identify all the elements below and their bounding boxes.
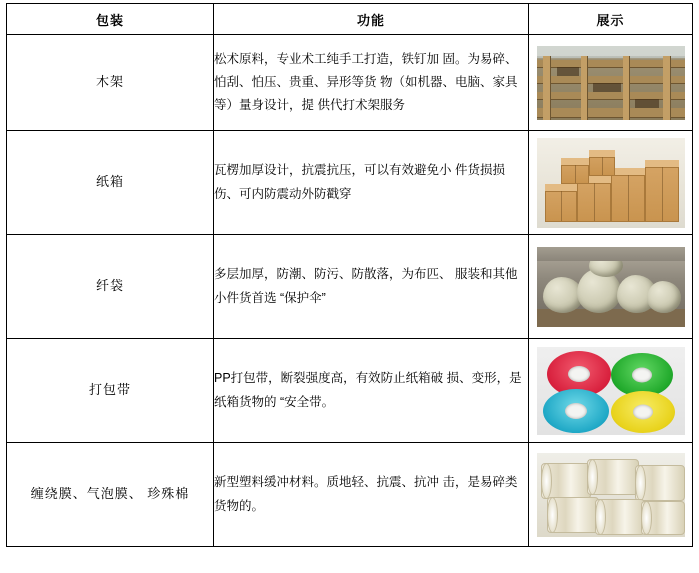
cell-display-image [529, 443, 693, 547]
cell-function-text: 新型塑料缓冲材料。质地轻、抗震、抗冲 击，是易碎类货物的。 [214, 443, 529, 547]
cell-display-image [529, 235, 693, 339]
stretch-film-photo [537, 453, 685, 537]
cell-package-name: 木架 [7, 35, 214, 131]
table-body [7, 35, 693, 547]
column-header-display: 展示 [529, 4, 693, 35]
cell-package-name: 纤袋 [7, 235, 214, 339]
table-row [7, 235, 693, 339]
cell-display-image [529, 339, 693, 443]
cell-function-text: 松术原料，专业术工纯手工打造，铁钉加 固。为易碎、怕刮、怕压、贵重、异形等货 物（如机器、电脑、家具等）量身设计，提 供代打术架服务 [214, 35, 529, 131]
column-header-package: 包装 [7, 4, 214, 35]
cell-display-image [529, 35, 693, 131]
strapping-roll-photo [537, 347, 685, 435]
woven-bag-photo [537, 247, 685, 327]
cell-function-text: PP打包带，断裂强度高，有效防止纸箱破 损、变形，是纸箱货物的 “安全带。 [214, 339, 529, 443]
carton-box-photo [537, 138, 685, 228]
cell-function-text: 多层加厚，防潮、防污、防散落，为布匹、 服装和其他小件货首选 “保护伞” [214, 235, 529, 339]
table-row [7, 443, 693, 547]
cell-display-image [529, 131, 693, 235]
table-row [7, 35, 693, 131]
wooden-crate-photo [537, 46, 685, 120]
cell-package-name: 打包带 [7, 339, 214, 443]
column-header-function: 功能 [214, 4, 529, 35]
table-row [7, 131, 693, 235]
table-header-row [7, 4, 693, 35]
packaging-table [6, 3, 693, 547]
table-row [7, 339, 693, 443]
packaging-table-page [0, 3, 699, 573]
cell-function-text: 瓦楞加厚设计，抗震抗压，可以有效避免小 件货损损伤、可内防震动外防戳穿 [214, 131, 529, 235]
cell-package-name: 缠绕膜、气泡膜、 珍殊棉 [7, 443, 214, 547]
cell-package-name: 纸箱 [7, 131, 214, 235]
table-header [7, 4, 693, 35]
